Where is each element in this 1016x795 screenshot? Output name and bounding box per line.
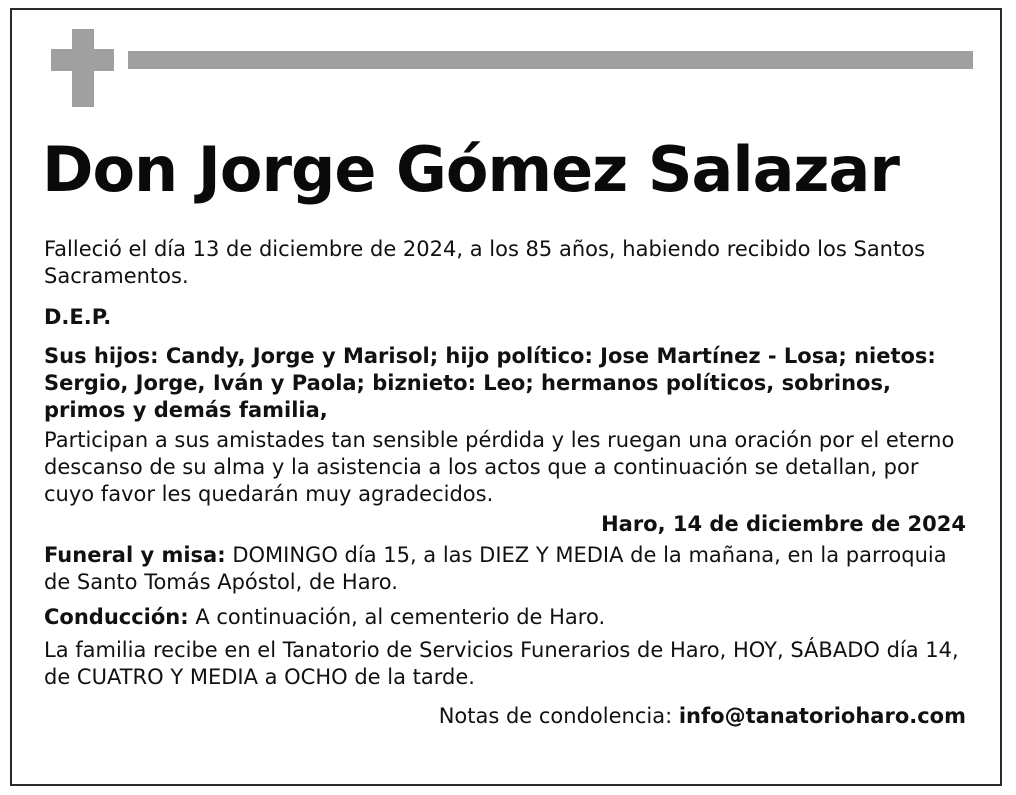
condolence-notes xyxy=(44,703,974,730)
death-notice: Falleció el día 13 de diciembre de 2024, a los 85 años, habiendo recibido los Santos Sacramentos. xyxy=(44,237,926,288)
obituary-body xyxy=(44,236,974,730)
conduccion-info xyxy=(44,604,974,631)
wake-info: La familia recibe en el Tanatorio de Servicios Funerarios de Haro, HOY, SÁBADO día 14, de CUATRO Y MEDIA a OCHO de la tarde. xyxy=(44,638,959,689)
place-date: Haro, 14 de diciembre de 2024 xyxy=(601,512,966,536)
dep-text: D.E.P. xyxy=(44,305,112,329)
condolence-email[interactable]: info@tanatorioharo.com xyxy=(678,704,966,728)
conduccion-label: Conducción: xyxy=(44,605,189,629)
header-rule xyxy=(128,51,973,69)
funeral-info xyxy=(44,542,974,596)
condolence-label: Notas de condolencia: xyxy=(438,704,673,728)
conduccion-text: A continuación, al cementerio de Haro. xyxy=(195,605,606,629)
request-text: Participan a sus amistades tan sensible pérdida y les ruegan una oración por el eterno descanso de su alma y la asistencia a los actos que a continuación se detallan, por cuyo favor les quedarán muy agradecidos. xyxy=(44,428,955,506)
funeral-label: Funeral y misa: xyxy=(44,543,226,567)
cross-icon-bar xyxy=(51,49,114,71)
funeral-text: DOMINGO día 15, a las DIEZ Y MEDIA de la mañana, en la parroquia de Santo Tomás Apóstol, de Haro. xyxy=(44,543,947,594)
family-list: Sus hijos: Candy, Jorge y Marisol; hijo político: Jose Martínez - Losa; nietos: Sergio, Jorge, Iván y Paola; biznieto: Leo; hermanos políticos, sobrinos, primos y demás familia, xyxy=(44,344,936,422)
deceased-name: Don Jorge Gómez Salazar xyxy=(42,133,899,206)
